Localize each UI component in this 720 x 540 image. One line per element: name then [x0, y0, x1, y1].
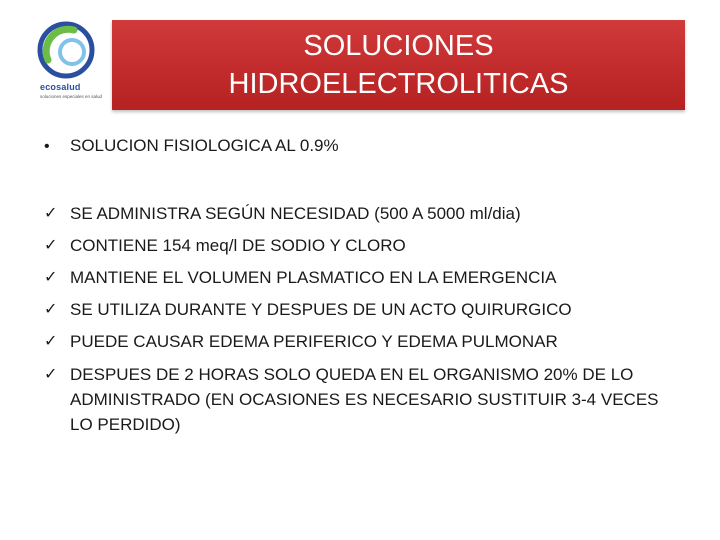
checkmark-icon: ✓: [44, 333, 58, 350]
list-item: [44, 330, 684, 354]
title-line-2: HIDROELECTROLITICAS: [228, 68, 569, 100]
page-title: [229, 27, 569, 103]
main-bullet-text: SOLUCION FISIOLOGICA AL 0.9%: [70, 136, 339, 155]
title-line-1: SOLUCIONES: [303, 30, 494, 62]
list-item: [44, 202, 684, 226]
checkmark-icon: ✓: [44, 301, 58, 318]
logo-swirl-icon: [34, 20, 104, 82]
bullet-dot-icon: •: [44, 138, 50, 155]
list-item-text: PUEDE CAUSAR EDEMA PERIFERICO Y EDEMA PULMONAR: [70, 332, 558, 351]
list-item: [44, 266, 684, 290]
title-banner: [112, 20, 685, 110]
list-item-text: SE ADMINISTRA SEGÚN NECESIDAD (500 A 5000 ml/dia): [70, 204, 521, 223]
ecosalud-logo: [34, 20, 104, 110]
list-item-text: MANTIENE EL VOLUMEN PLASMATICO EN LA EMERGENCIA: [70, 268, 557, 287]
list-item-text: DESPUES DE 2 HORAS SOLO QUEDA EN EL ORGANISMO 20% DE LO ADMINISTRADO (EN OCASIONES ES NECESARIO SUSTITUIR 3-4 VECES LO PERDIDO): [70, 365, 659, 434]
main-bullet: [44, 136, 339, 156]
list-item: [44, 298, 684, 322]
list-item-text: SE UTILIZA DURANTE Y DESPUES DE UN ACTO QUIRURGICO: [70, 300, 572, 319]
checkmark-icon: ✓: [44, 366, 58, 383]
logo-brand-text: ecosalud: [40, 82, 81, 92]
checkmark-icon: ✓: [44, 205, 58, 222]
list-item-text: CONTIENE 154 meq/l DE SODIO Y CLORO: [70, 236, 406, 255]
checkmark-icon: ✓: [44, 269, 58, 286]
logo-tagline: soluciones especiales en salud: [40, 94, 103, 99]
checklist: [44, 202, 684, 445]
list-item: [44, 362, 684, 437]
checkmark-icon: ✓: [44, 237, 58, 254]
list-item: [44, 234, 684, 258]
